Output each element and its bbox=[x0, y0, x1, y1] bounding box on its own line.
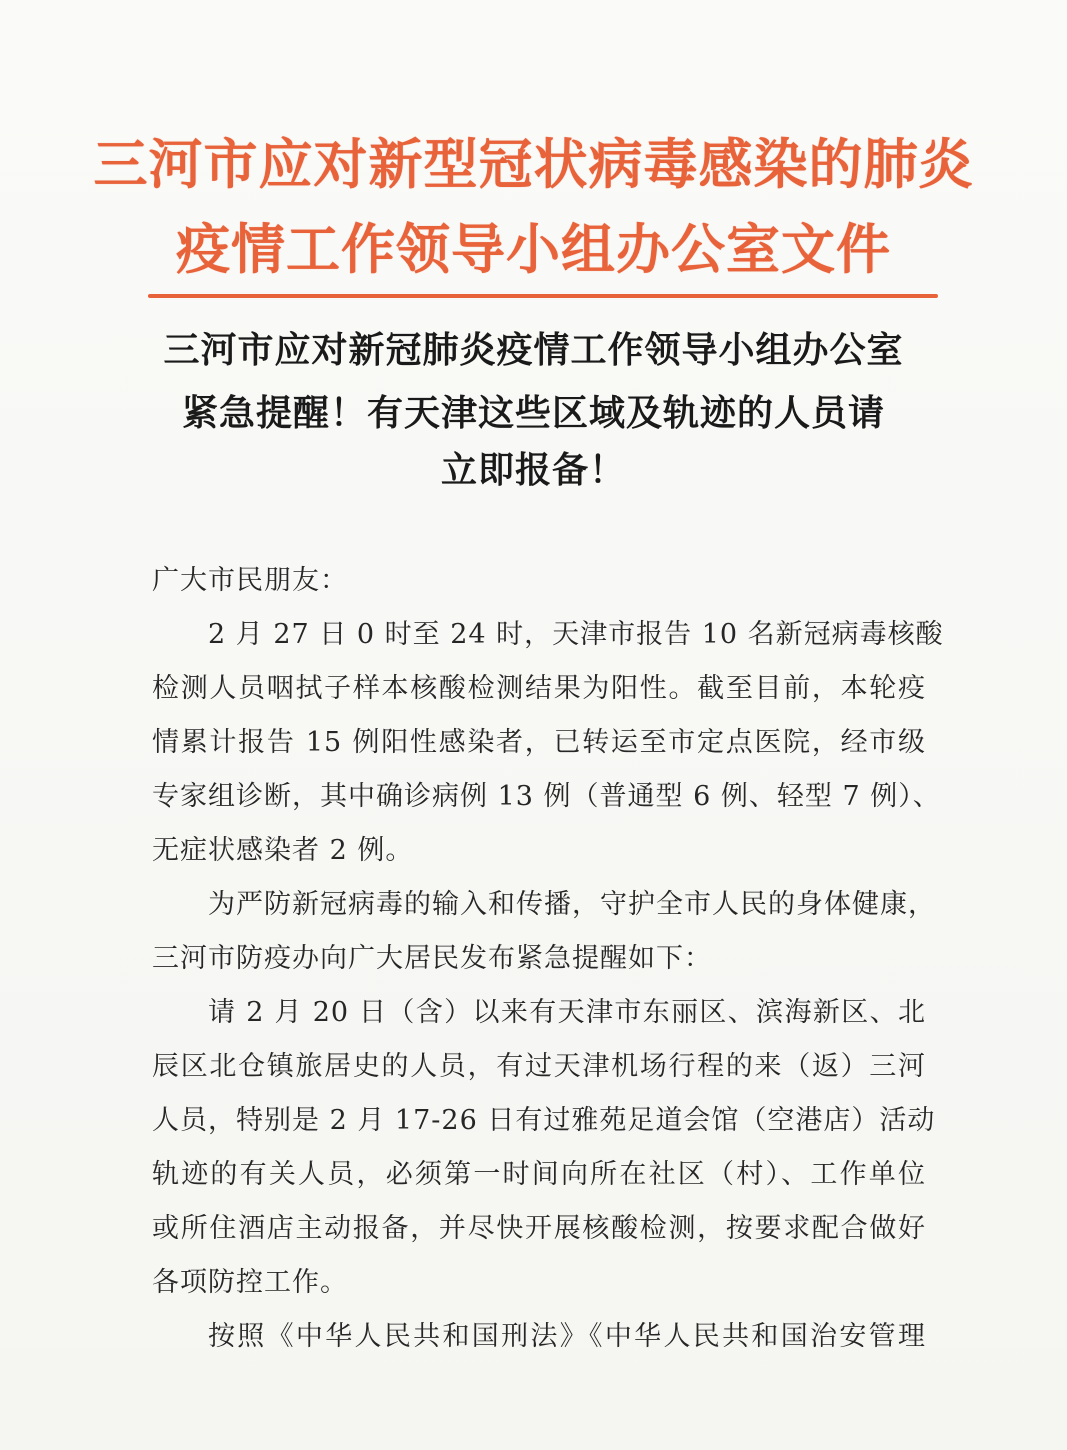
document-header-title-line2: 疫情工作领导小组办公室文件 bbox=[176, 218, 891, 281]
paragraph-3-line: 辰区北仓镇旅居史的人员，有过天津机场行程的来（返）三河 bbox=[152, 1051, 926, 1082]
notice-title-line1: 三河市应对新冠肺炎疫情工作领导小组办公室 bbox=[163, 330, 904, 371]
notice-title-line3: 立即报备！ bbox=[440, 450, 626, 491]
paragraph-1-line: 无症状感染者 2 例。 bbox=[152, 835, 414, 866]
paragraph-2-line: 为严防新冠病毒的输入和传播，守护全市人民的身体健康， bbox=[208, 889, 936, 920]
paragraph-3-line: 请 2 月 20 日（含）以来有天津市东丽区、滨海新区、北 bbox=[208, 997, 926, 1028]
paragraph-1-line: 检测人员咽拭子样本核酸检测结果为阳性。截至目前，本轮疫 bbox=[152, 673, 926, 704]
paragraph-4-line: 按照《中华人民共和国刑法》《中华人民共和国治安管理 bbox=[208, 1321, 926, 1352]
paragraph-3-line: 或所住酒店主动报备，并尽快开展核酸检测，按要求配合做好 bbox=[152, 1213, 926, 1244]
paragraph-3-line: 轨迹的有关人员，必须第一时间向所在社区（村）、工作单位 bbox=[152, 1159, 926, 1190]
red-header-rule bbox=[148, 294, 938, 298]
notice-title-line2: 紧急提醒！有天津这些区域及轨迹的人员请 bbox=[181, 393, 885, 434]
paragraph-3-line: 人员，特别是 2 月 17-26 日有过雅苑足道会馆（空港店）活动 bbox=[152, 1105, 936, 1136]
document-header-title-line1: 三河市应对新型冠状病毒感染的肺炎 bbox=[93, 133, 974, 196]
paragraph-1-line: 情累计报告 15 例阳性感染者，已转运至市定点医院，经市级 bbox=[152, 727, 926, 758]
paragraph-3-line: 各项防控工作。 bbox=[152, 1267, 348, 1298]
paragraph-1-line: 专家组诊断，其中确诊病例 13 例（普通型 6 例、轻型 7 例）、 bbox=[152, 781, 941, 812]
paragraph-1-line: 2 月 27 日 0 时至 24 时，天津市报告 10 名新冠病毒核酸 bbox=[208, 619, 944, 650]
salutation: 广大市民朋友： bbox=[152, 565, 348, 596]
paragraph-2-line: 三河市防疫办向广大居民发布紧急提醒如下： bbox=[152, 943, 712, 974]
